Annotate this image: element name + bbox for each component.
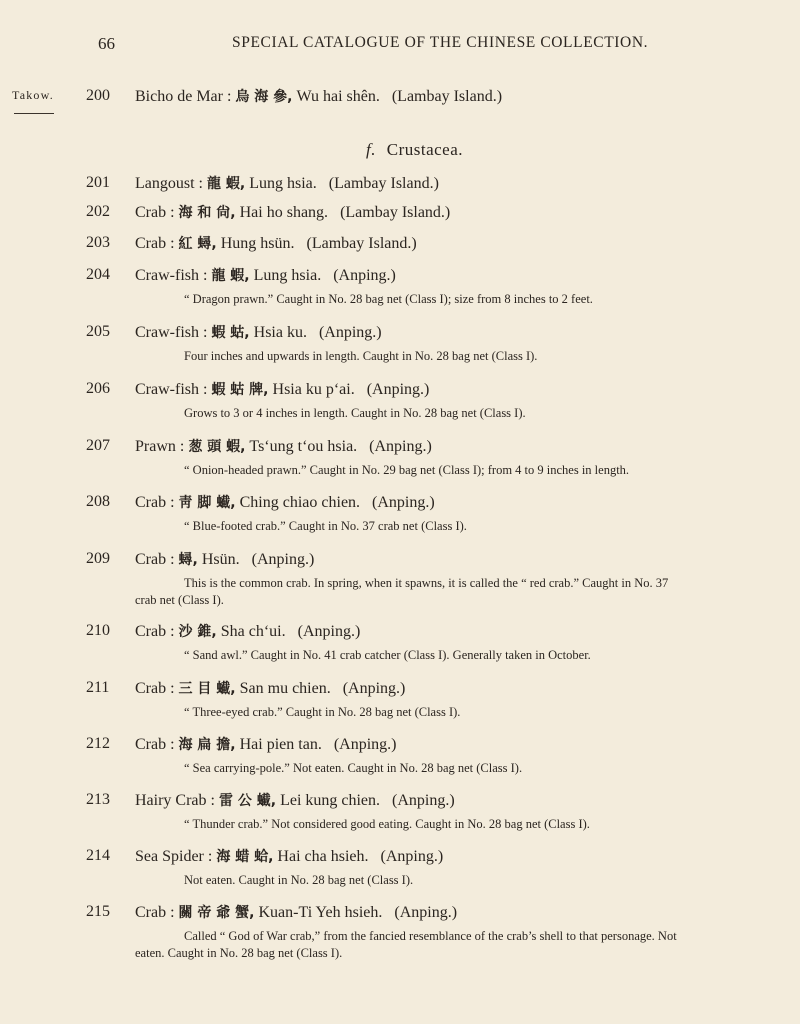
entry-note: “ Sea carrying-pole.” Not eaten. Caught in No. 28 bag net (Class I). [184,761,523,775]
entry-name: Hairy Crab : [135,792,215,809]
entry-locality: (Anping.) [251,551,315,568]
entry-name: Crab : [135,736,175,753]
entry-number: 213 [86,791,110,808]
entry-title [135,492,435,512]
entry-note: “ Three-eyed crab.” Caught in No. 28 bag net (Class I). [184,705,461,719]
entry-title [135,846,443,866]
entry-name: Crab : [135,551,175,568]
entry-locality: (Anping.) [369,438,432,455]
entry-locality: (Anping.) [394,904,458,921]
section-title: Crustacea. [386,140,464,159]
entry-romanized: Ching chiao chien. [239,494,361,511]
entry-name: Crab : [135,904,175,921]
entry-romanized: Hsia ku p‘ai. [272,381,355,398]
entry-romanized: Lung hsia. [253,267,322,284]
entry-locality: (Anping.) [366,381,430,398]
entry-romanized: Hai ho shang. [239,204,329,221]
entry-note: eaten. Caught in No. 28 bag net (Class I). [135,946,343,960]
entry-note: Grows to 3 or 4 inches in length. Caught in No. 28 bag net (Class I). [184,406,526,420]
entry-note: This is the common crab. In spring, when it spawns, it is called the “ red crab.” Caught in No. 37 [184,576,669,590]
entry-note: “ Sand awl.” Caught in No. 41 crab catcher (Class I). Generally taken in October. [184,648,591,662]
entry-title [135,233,417,253]
entry-chinese: 海 扁 擔, [178,737,236,753]
entry-note: crab net (Class I). [135,593,224,607]
entry-title [135,790,455,810]
entry-name: Crab : [135,235,175,252]
entry-title [135,322,382,342]
entry-chinese: 關 帝 爺 蟹, [178,905,255,921]
entry-chinese: 烏 海 參, [235,89,293,105]
entry-romanized: Kuan-Ti Yeh hsieh. [258,904,383,921]
entry-locality: (Anping.) [333,267,396,284]
entry-title [135,436,432,456]
entry-romanized: Hung hsün. [220,235,295,252]
entry-locality: (Anping.) [392,792,455,809]
entry-romanized: Sha ch‘ui. [220,623,286,640]
entry-title [135,734,396,754]
entry-number: 207 [86,437,110,454]
entry-chinese: 蝦 蛄 牌, [211,382,269,398]
entry-number: 209 [86,550,110,567]
entry-title [135,173,439,193]
entry-chinese: 蟳, [178,552,198,568]
entry-number: 212 [86,735,110,752]
entry-note: Called “ God of War crab,” from the fancied resemblance of the crab’s shell to that personage. Not [184,929,677,943]
entry-note: “ Onion-headed prawn.” Caught in No. 29 bag net (Class I); from 4 to 9 inches in length. [184,463,630,477]
section-letter: f. [366,140,376,159]
entry-romanized: Wu hai shên. [296,88,380,105]
entry-title [135,902,457,922]
entry-locality: (Lambay Island.) [340,204,451,221]
entry-romanized: Lei kung chien. [280,792,381,809]
entry-locality: (Anping.) [380,848,444,865]
entry-note: “ Dragon prawn.” Caught in No. 28 bag net (Class I); size from 8 inches to 2 feet. [184,292,593,306]
entry-name: Craw-fish : [135,381,208,398]
entry-number: 204 [86,266,110,283]
entry-chinese: 龍 蝦, [207,176,246,192]
entry-chinese: 雷 公 蠘, [218,793,277,809]
entry-romanized: Lung hsia. [249,175,317,192]
margin-rule [14,113,54,114]
entry-name: Craw-fish : [135,267,208,284]
entry-number: 206 [86,380,110,397]
entry-number: 200 [86,87,110,104]
entry-chinese: 海 蜡 蛤, [216,849,274,865]
entry-name: Crab : [135,204,175,221]
entry-chinese: 蝦 蛄, [211,325,250,341]
entry-name: Prawn : [135,438,185,455]
entry-locality: (Anping.) [372,494,435,511]
entry-chinese: 靑 脚 蠘, [178,495,236,511]
entry-title [135,86,502,106]
entry-romanized: San mu chien. [239,680,331,697]
entry-name: Craw-fish : [135,324,208,341]
entry-name: Crab : [135,680,175,697]
entry-romanized: Hai cha hsieh. [277,848,369,865]
entry-name: Crab : [135,623,175,640]
running-title: SPECIAL CATALOGUE OF THE CHINESE COLLECTION. [232,34,649,51]
entry-title [135,202,450,222]
entry-number: 210 [86,622,110,639]
entry-name: Crab : [135,494,175,511]
section-heading [366,140,463,160]
entry-name: Langoust : [135,175,203,192]
margin-note: Takow. [12,88,54,102]
entry-locality: (Anping.) [297,623,361,640]
entry-locality: (Lambay Island.) [391,88,503,105]
entry-note: “ Blue-footed crab.” Caught in No. 37 crab net (Class I). [184,519,467,533]
entry-number: 208 [86,493,110,510]
entry-title [135,379,429,399]
entry-locality: (Lambay Island.) [328,175,439,192]
entry-number: 205 [86,323,110,340]
entry-title [135,621,360,641]
entry-chinese: 紅 蟳, [178,236,217,252]
entry-romanized: Hai pien tan. [239,736,322,753]
entry-chinese: 三 目 蠘, [178,681,236,697]
entry-note: “ Thunder crab.” Not considered good eating. Caught in No. 28 bag net (Class I). [184,817,590,831]
entry-title [135,678,405,698]
entry-number: 211 [86,679,110,696]
entry-locality: (Lambay Island.) [306,235,417,252]
entry-chinese: 沙 錐, [178,624,217,640]
entry-number: 214 [86,847,110,864]
entry-name: Bicho de Mar : [135,88,232,105]
entry-locality: (Anping.) [318,324,382,341]
entry-name: Sea Spider : [135,848,213,865]
entry-number: 215 [86,903,110,920]
entry-number: 201 [86,174,110,191]
entry-chinese: 龍 蝦, [211,268,250,284]
entry-romanized: Hsün. [201,551,240,568]
entry-chinese: 葱 頭 蝦, [188,439,246,455]
entry-romanized: Hsia ku. [253,324,307,341]
entry-chinese: 海 和 尙, [178,205,236,221]
entry-number: 202 [86,203,110,220]
page-number: 66 [98,34,115,53]
entry-note: Not eaten. Caught in No. 28 bag net (Class I). [184,873,414,887]
entry-number: 203 [86,234,110,251]
entry-title [135,549,314,569]
entry-romanized: Ts‘ung t‘ou hsia. [249,438,358,455]
entry-title [135,265,396,285]
entry-note: Four inches and upwards in length. Caught in No. 28 bag net (Class I). [184,349,538,363]
entry-locality: (Anping.) [333,736,397,753]
entry-locality: (Anping.) [342,680,406,697]
